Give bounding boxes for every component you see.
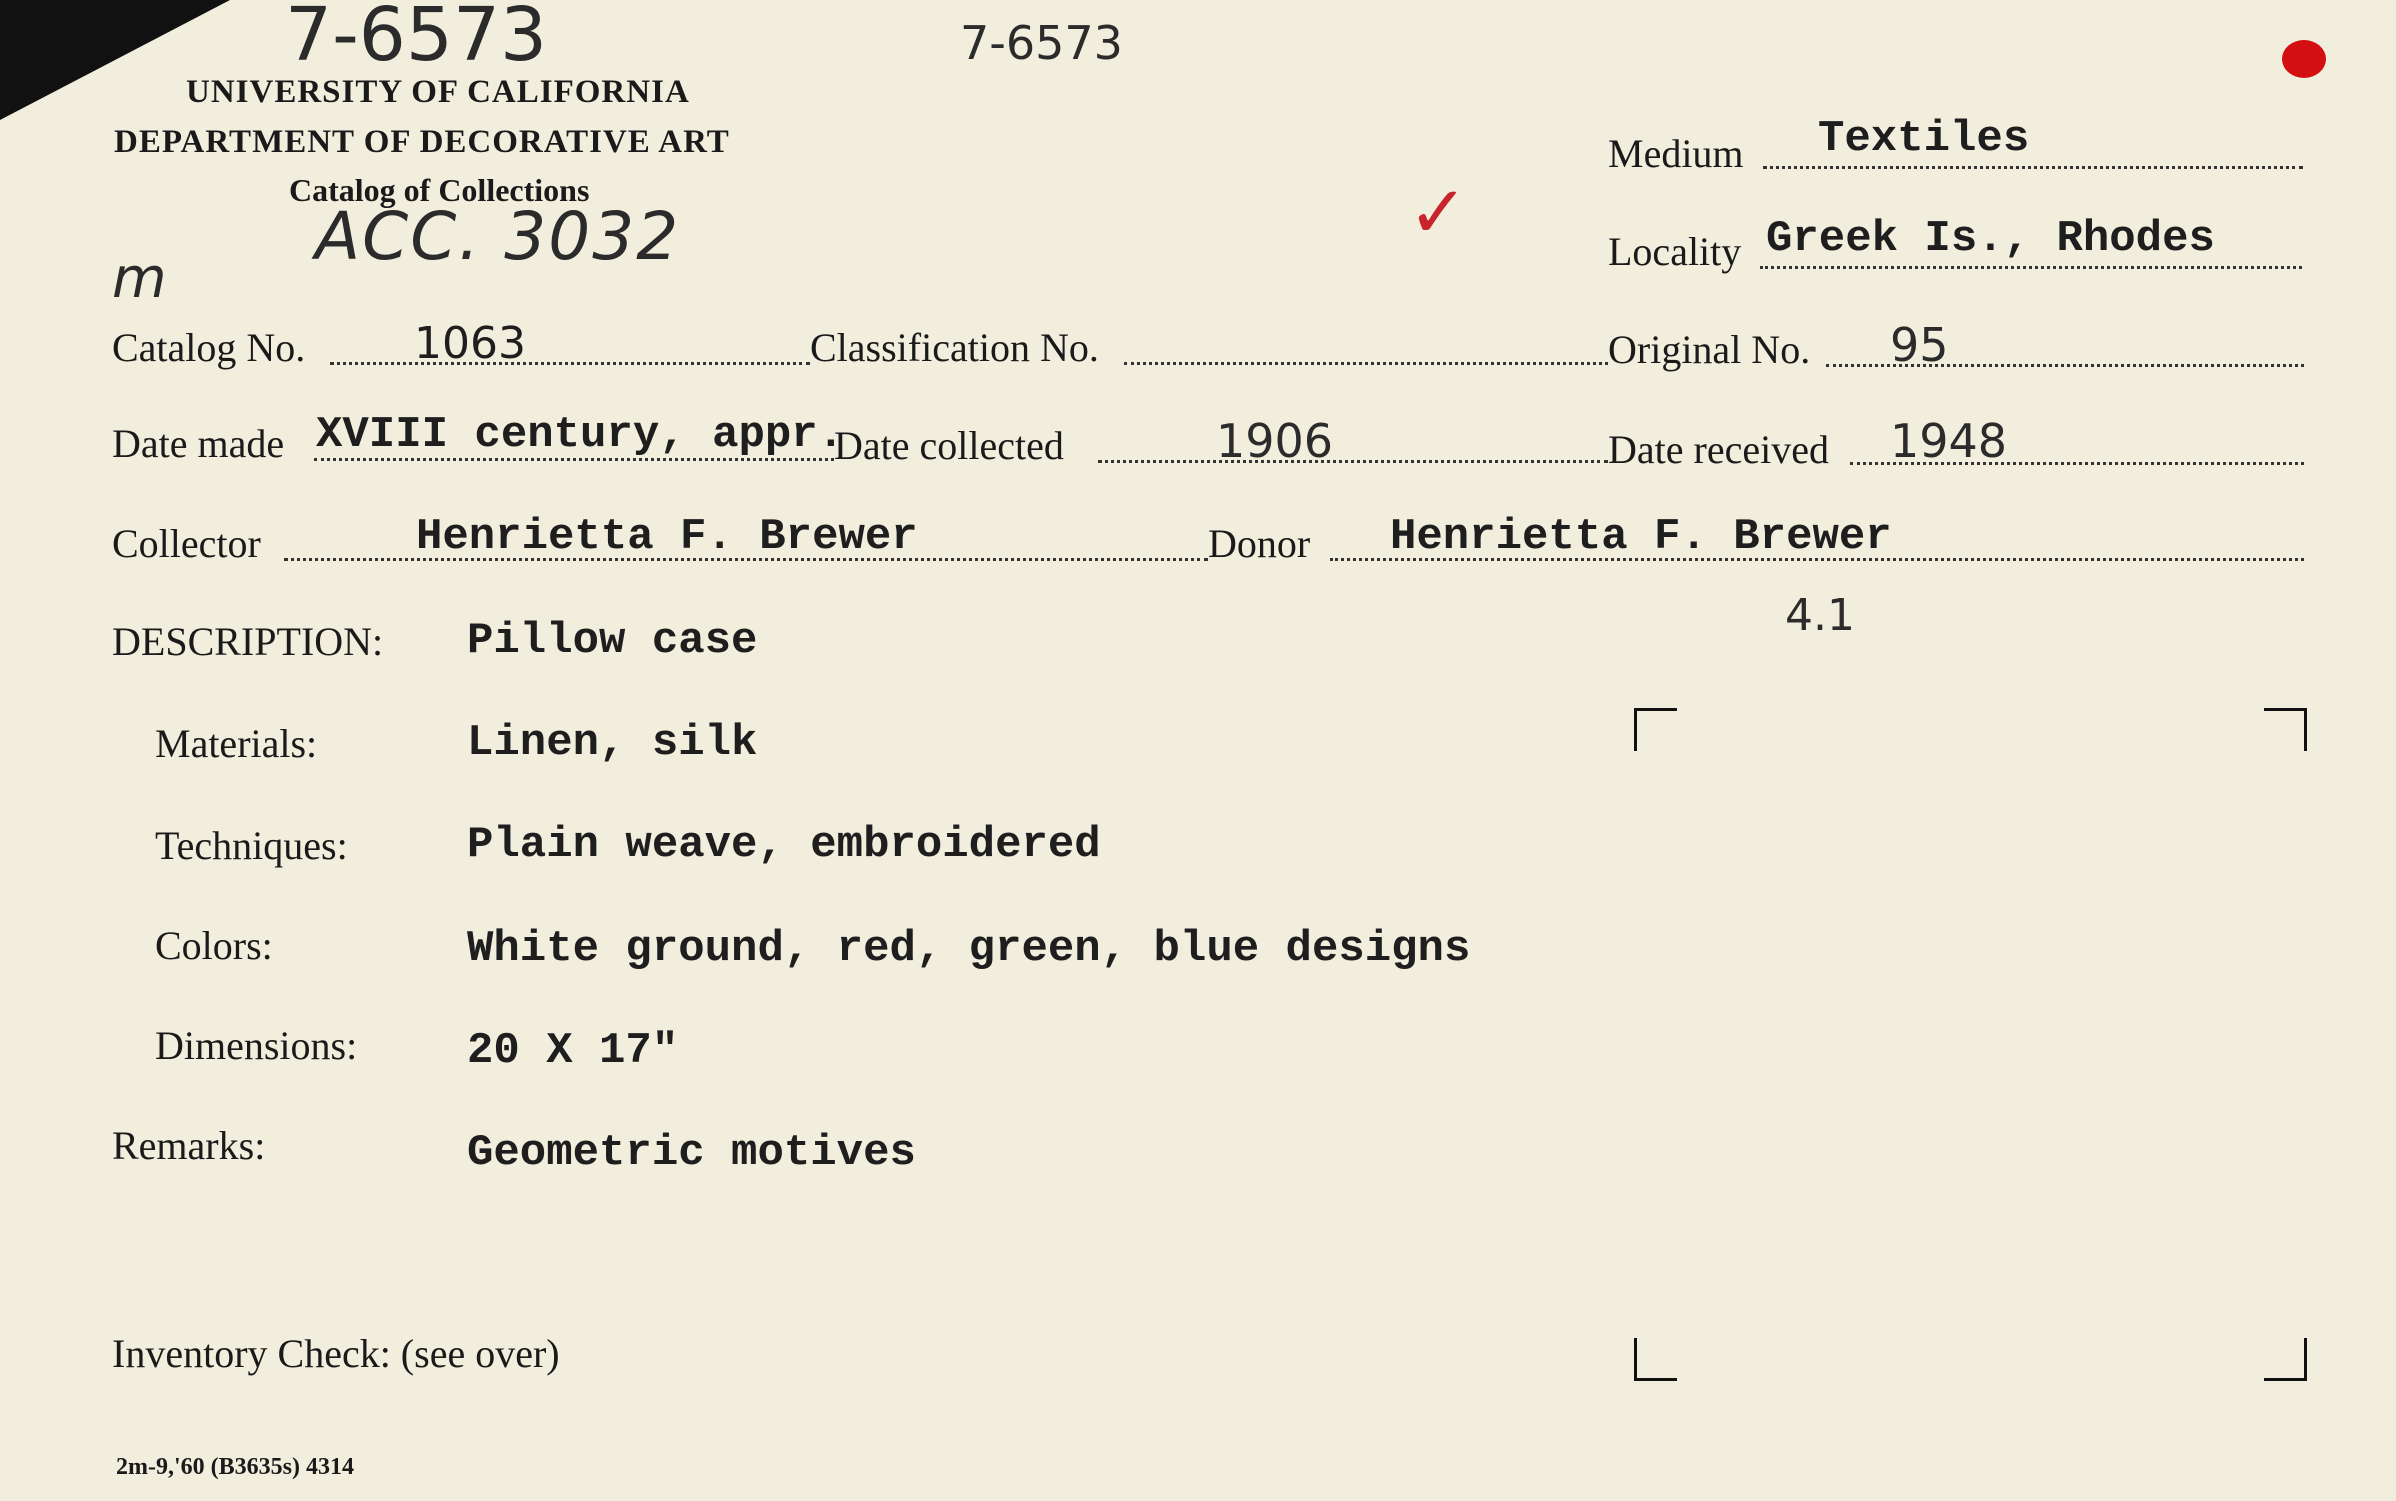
university-header: UNIVERSITY OF CALIFORNIA <box>186 74 690 110</box>
handwritten-acc-number: ACC. 3032 <box>315 198 681 275</box>
date-made-value: XVIII century, appr. <box>316 410 845 460</box>
remarks-label: Remarks: <box>112 1123 266 1168</box>
date-collected-value: 1906 <box>1216 414 1334 468</box>
catalog-no-value: 1063 <box>414 318 526 369</box>
techniques-label: Techniques: <box>155 823 348 868</box>
catalog-no-line <box>330 362 810 365</box>
date-received-label: Date received <box>1608 427 1829 472</box>
materials-label: Materials: <box>155 721 318 766</box>
collector-value: Henrietta F. Brewer <box>416 512 918 562</box>
collector-label: Collector <box>112 521 261 566</box>
date-made-label: Date made <box>112 421 285 466</box>
catalog-title: Catalog of Collections <box>289 172 590 208</box>
dimensions-label: Dimensions: <box>155 1023 358 1068</box>
date-received-value: 1948 <box>1890 414 2008 468</box>
print-code: 2m-9,'60 (B3635s) 4314 <box>116 1454 354 1480</box>
description-label: DESCRIPTION: <box>112 619 384 664</box>
date-collected-line <box>1098 460 1608 463</box>
red-dot-marker <box>2282 40 2326 78</box>
original-no-label: Original No. <box>1608 327 1811 372</box>
description-value: Pillow case <box>467 616 758 666</box>
colors-value: White ground, red, green, blue designs <box>467 924 1471 974</box>
materials-value: Linen, silk <box>467 718 758 768</box>
date-collected-label: Date collected <box>834 423 1064 468</box>
locality-value: Greek Is., Rhodes <box>1766 214 2215 264</box>
medium-value: Textiles <box>1818 114 2030 164</box>
handwritten-accession-center: 7-6573 <box>960 16 1123 70</box>
medium-label: Medium <box>1608 131 1744 176</box>
catalog-no-label: Catalog No. <box>112 325 306 370</box>
department-header: DEPARTMENT OF DECORATIVE ART <box>114 124 730 160</box>
handwritten-mark: m <box>112 246 167 311</box>
photo-bracket-bottom-left <box>1634 1338 1677 1381</box>
remarks-value: Geometric motives <box>467 1128 916 1178</box>
donor-label: Donor <box>1208 521 1311 566</box>
photo-bracket-top-left <box>1634 708 1677 751</box>
medium-line <box>1763 166 2303 169</box>
photo-bracket-top-right <box>2264 708 2307 751</box>
colors-label: Colors: <box>155 923 273 968</box>
handwritten-accession-top: 7-6573 <box>285 0 548 78</box>
classification-no-label: Classification No. <box>810 325 1099 370</box>
locality-line <box>1760 266 2302 269</box>
techniques-value: Plain weave, embroidered <box>467 820 1101 870</box>
inventory-check-note: Inventory Check: (see over) <box>112 1331 560 1376</box>
donor-value: Henrietta F. Brewer <box>1390 512 1892 562</box>
red-check-mark: ✓ <box>1408 170 1469 254</box>
classification-no-line <box>1124 362 1608 365</box>
original-no-value: 95 <box>1890 318 1949 372</box>
locality-label: Locality <box>1608 229 1742 274</box>
photo-bracket-bottom-right <box>2264 1338 2307 1381</box>
dimensions-value: 20 X 17" <box>467 1026 679 1076</box>
handwritten-scale-note: 4.1 <box>1785 590 1855 641</box>
